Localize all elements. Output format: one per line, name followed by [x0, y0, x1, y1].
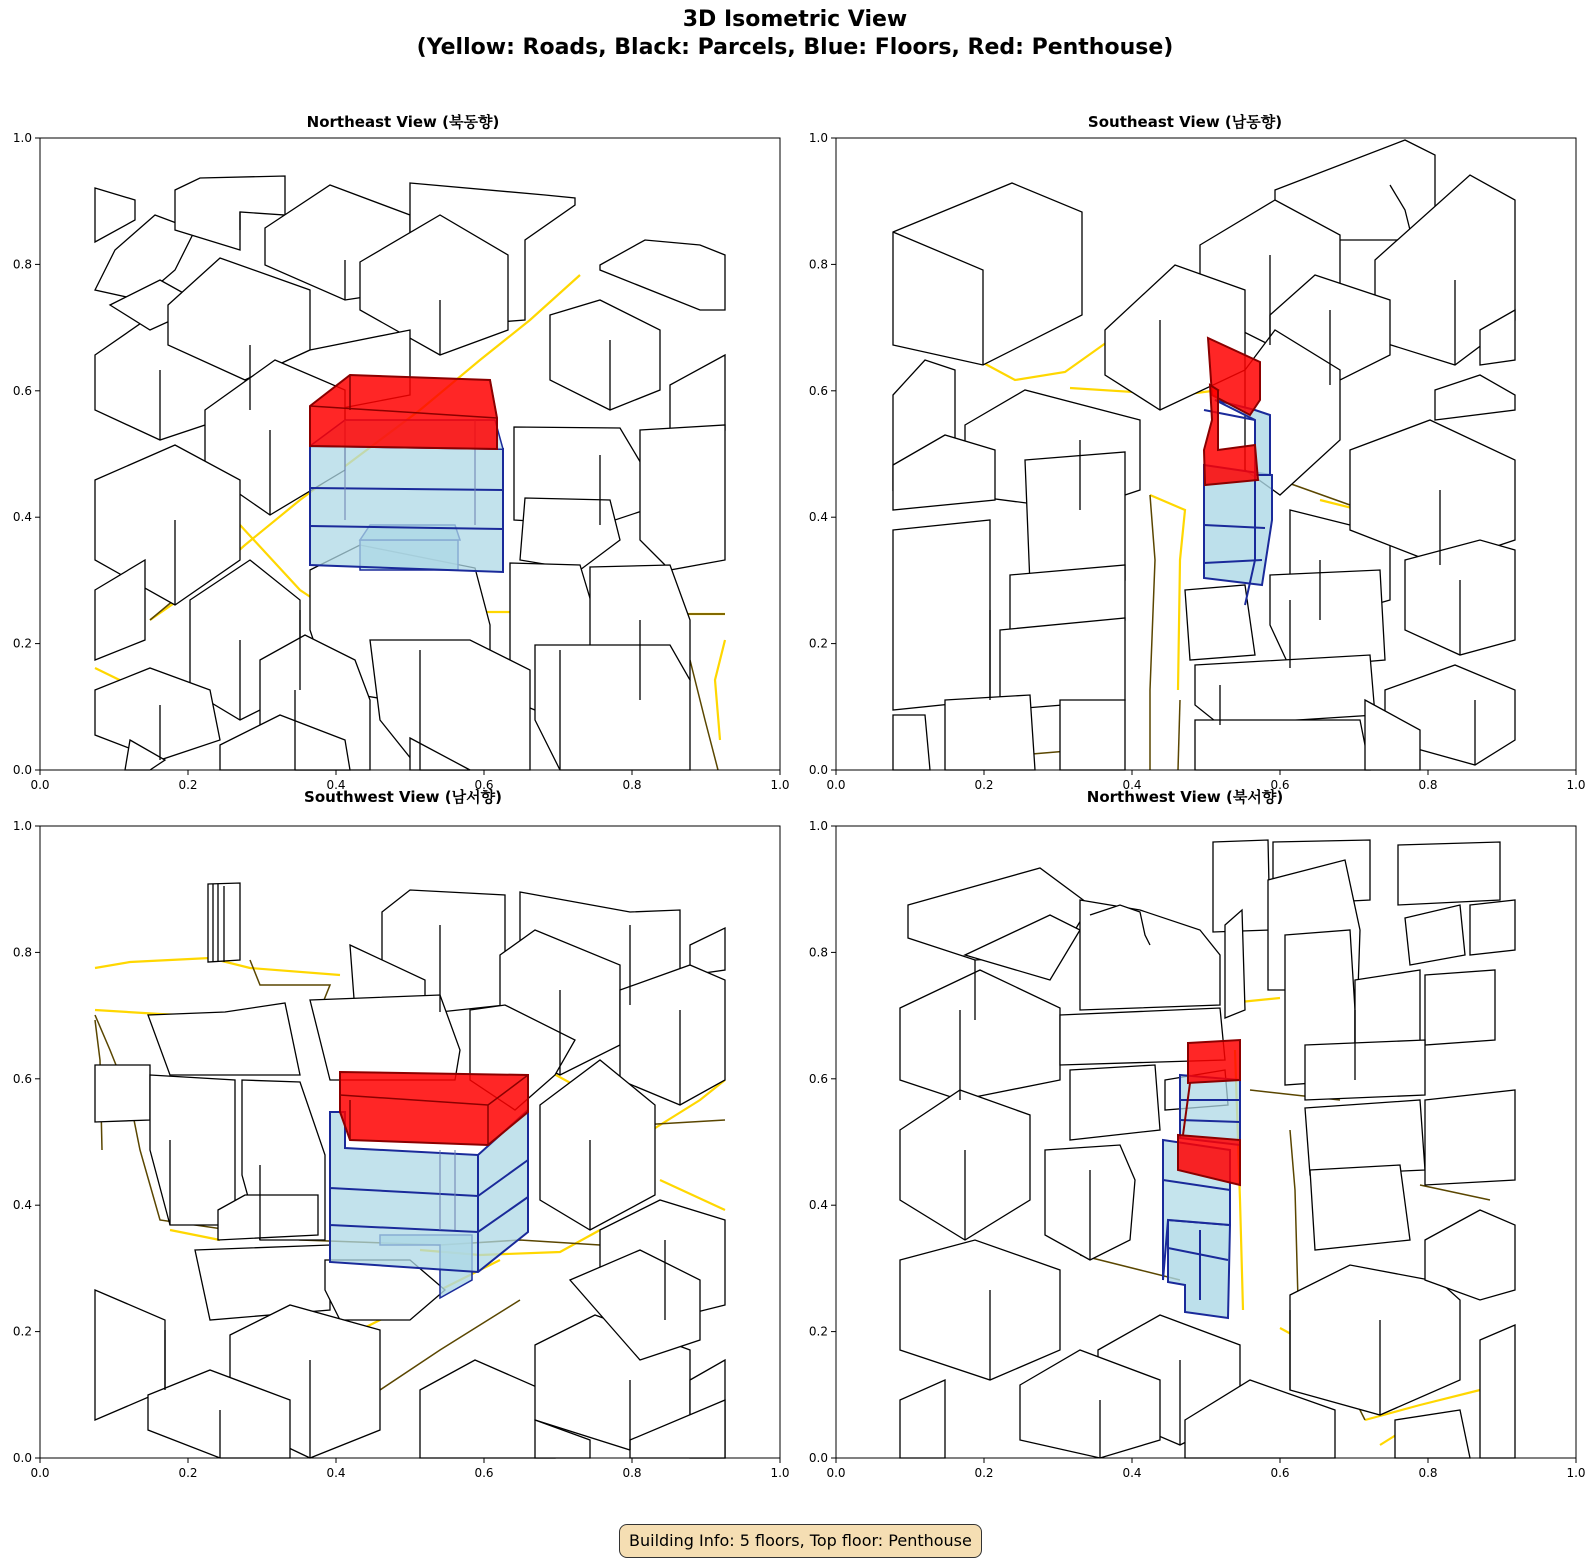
y-tick-label-northwest: 0.8 — [808, 945, 828, 960]
y-tick-label-northeast: 1.0 — [12, 131, 32, 145]
x-tick-label-northwest: 0.2 — [974, 1466, 994, 1480]
x-tick-label-southwest: 0.2 — [178, 1466, 198, 1480]
x-tick-label-southeast: 0.0 — [826, 778, 846, 792]
figure-title-line1: 3D Isometric View — [682, 7, 908, 32]
y-tick-label-southwest: 1.0 — [12, 819, 32, 833]
panel-southwest — [40, 826, 780, 1458]
x-tick-label-northwest: 0.6 — [1270, 1466, 1290, 1480]
y-tick-label-southwest: 0.8 — [12, 945, 32, 960]
panel-title-southeast: Southeast View (남동향) — [1087, 113, 1283, 131]
x-tick-label-southwest: 0.4 — [326, 1466, 346, 1480]
y-tick-label-southwest: 0.4 — [12, 1198, 32, 1213]
y-tick-label-southeast: 0.2 — [808, 636, 828, 651]
x-tick-label-northeast: 0.0 — [30, 778, 50, 792]
x-tick-label-southeast: 0.4 — [1122, 778, 1142, 792]
x-tick-label-northwest: 0.8 — [1418, 1466, 1438, 1480]
x-tick-label-northeast: 0.8 — [622, 778, 642, 792]
x-tick-label-northwest: 0.4 — [1122, 1466, 1142, 1480]
panel-title-northwest: Northwest View (북서향) — [1086, 788, 1284, 806]
x-tick-label-northwest: 1.0 — [1566, 1466, 1586, 1480]
y-tick-label-northeast: 0.6 — [12, 383, 32, 398]
y-tick-label-southeast: 0.4 — [808, 510, 828, 525]
y-tick-label-northwest: 0.2 — [808, 1324, 828, 1339]
x-tick-label-southeast: 0.8 — [1418, 778, 1438, 792]
x-tick-label-southwest: 0.0 — [30, 1466, 50, 1480]
y-tick-label-northwest: 0.6 — [808, 1071, 828, 1086]
y-tick-label-southeast: 0.8 — [808, 257, 828, 272]
y-tick-label-northwest: 1.0 — [808, 819, 828, 833]
y-tick-label-southeast: 1.0 — [808, 131, 828, 145]
target-building-northeast — [310, 375, 503, 572]
y-tick-label-northeast: 0.8 — [12, 257, 32, 272]
y-tick-label-northeast: 0.4 — [12, 510, 32, 525]
panel-northeast — [40, 138, 780, 770]
x-tick-label-southeast: 0.6 — [1270, 778, 1290, 792]
y-tick-label-northeast: 0.0 — [12, 763, 32, 777]
y-tick-label-northeast: 0.2 — [12, 636, 32, 651]
x-tick-label-southwest: 1.0 — [770, 1466, 790, 1480]
x-tick-label-northeast: 0.2 — [178, 778, 198, 792]
x-tick-label-northwest: 0.0 — [826, 1466, 846, 1480]
y-tick-label-southwest: 0.6 — [12, 1071, 32, 1086]
x-tick-label-northeast: 0.6 — [474, 778, 494, 792]
panel-southeast — [836, 138, 1576, 770]
x-tick-label-southeast: 1.0 — [1566, 778, 1586, 792]
panel-title-southwest: Southwest View (남서향) — [304, 788, 502, 806]
panel-northwest — [836, 826, 1576, 1458]
y-tick-label-southeast: 0.6 — [808, 383, 828, 398]
y-tick-label-northwest: 0.0 — [808, 1451, 828, 1465]
y-tick-label-northwest: 0.4 — [808, 1198, 828, 1213]
x-tick-label-northeast: 0.4 — [326, 778, 346, 792]
x-tick-label-southwest: 0.6 — [474, 1466, 494, 1480]
x-tick-label-southeast: 0.2 — [974, 778, 994, 792]
figure-title-line2: (Yellow: Roads, Black: Parcels, Blue: Floors, Red: Penthouse) — [416, 35, 1174, 60]
y-tick-label-southeast: 0.0 — [808, 763, 828, 777]
panel-title-northeast: Northeast View (북동향) — [306, 113, 500, 131]
x-tick-label-southwest: 0.8 — [622, 1466, 642, 1480]
x-tick-label-northeast: 1.0 — [770, 778, 790, 792]
y-tick-label-southwest: 0.2 — [12, 1324, 32, 1339]
building-info-box: Building Info: 5 floors, Top floor: Penthouse — [619, 1524, 982, 1558]
y-tick-label-southwest: 0.0 — [12, 1451, 32, 1465]
